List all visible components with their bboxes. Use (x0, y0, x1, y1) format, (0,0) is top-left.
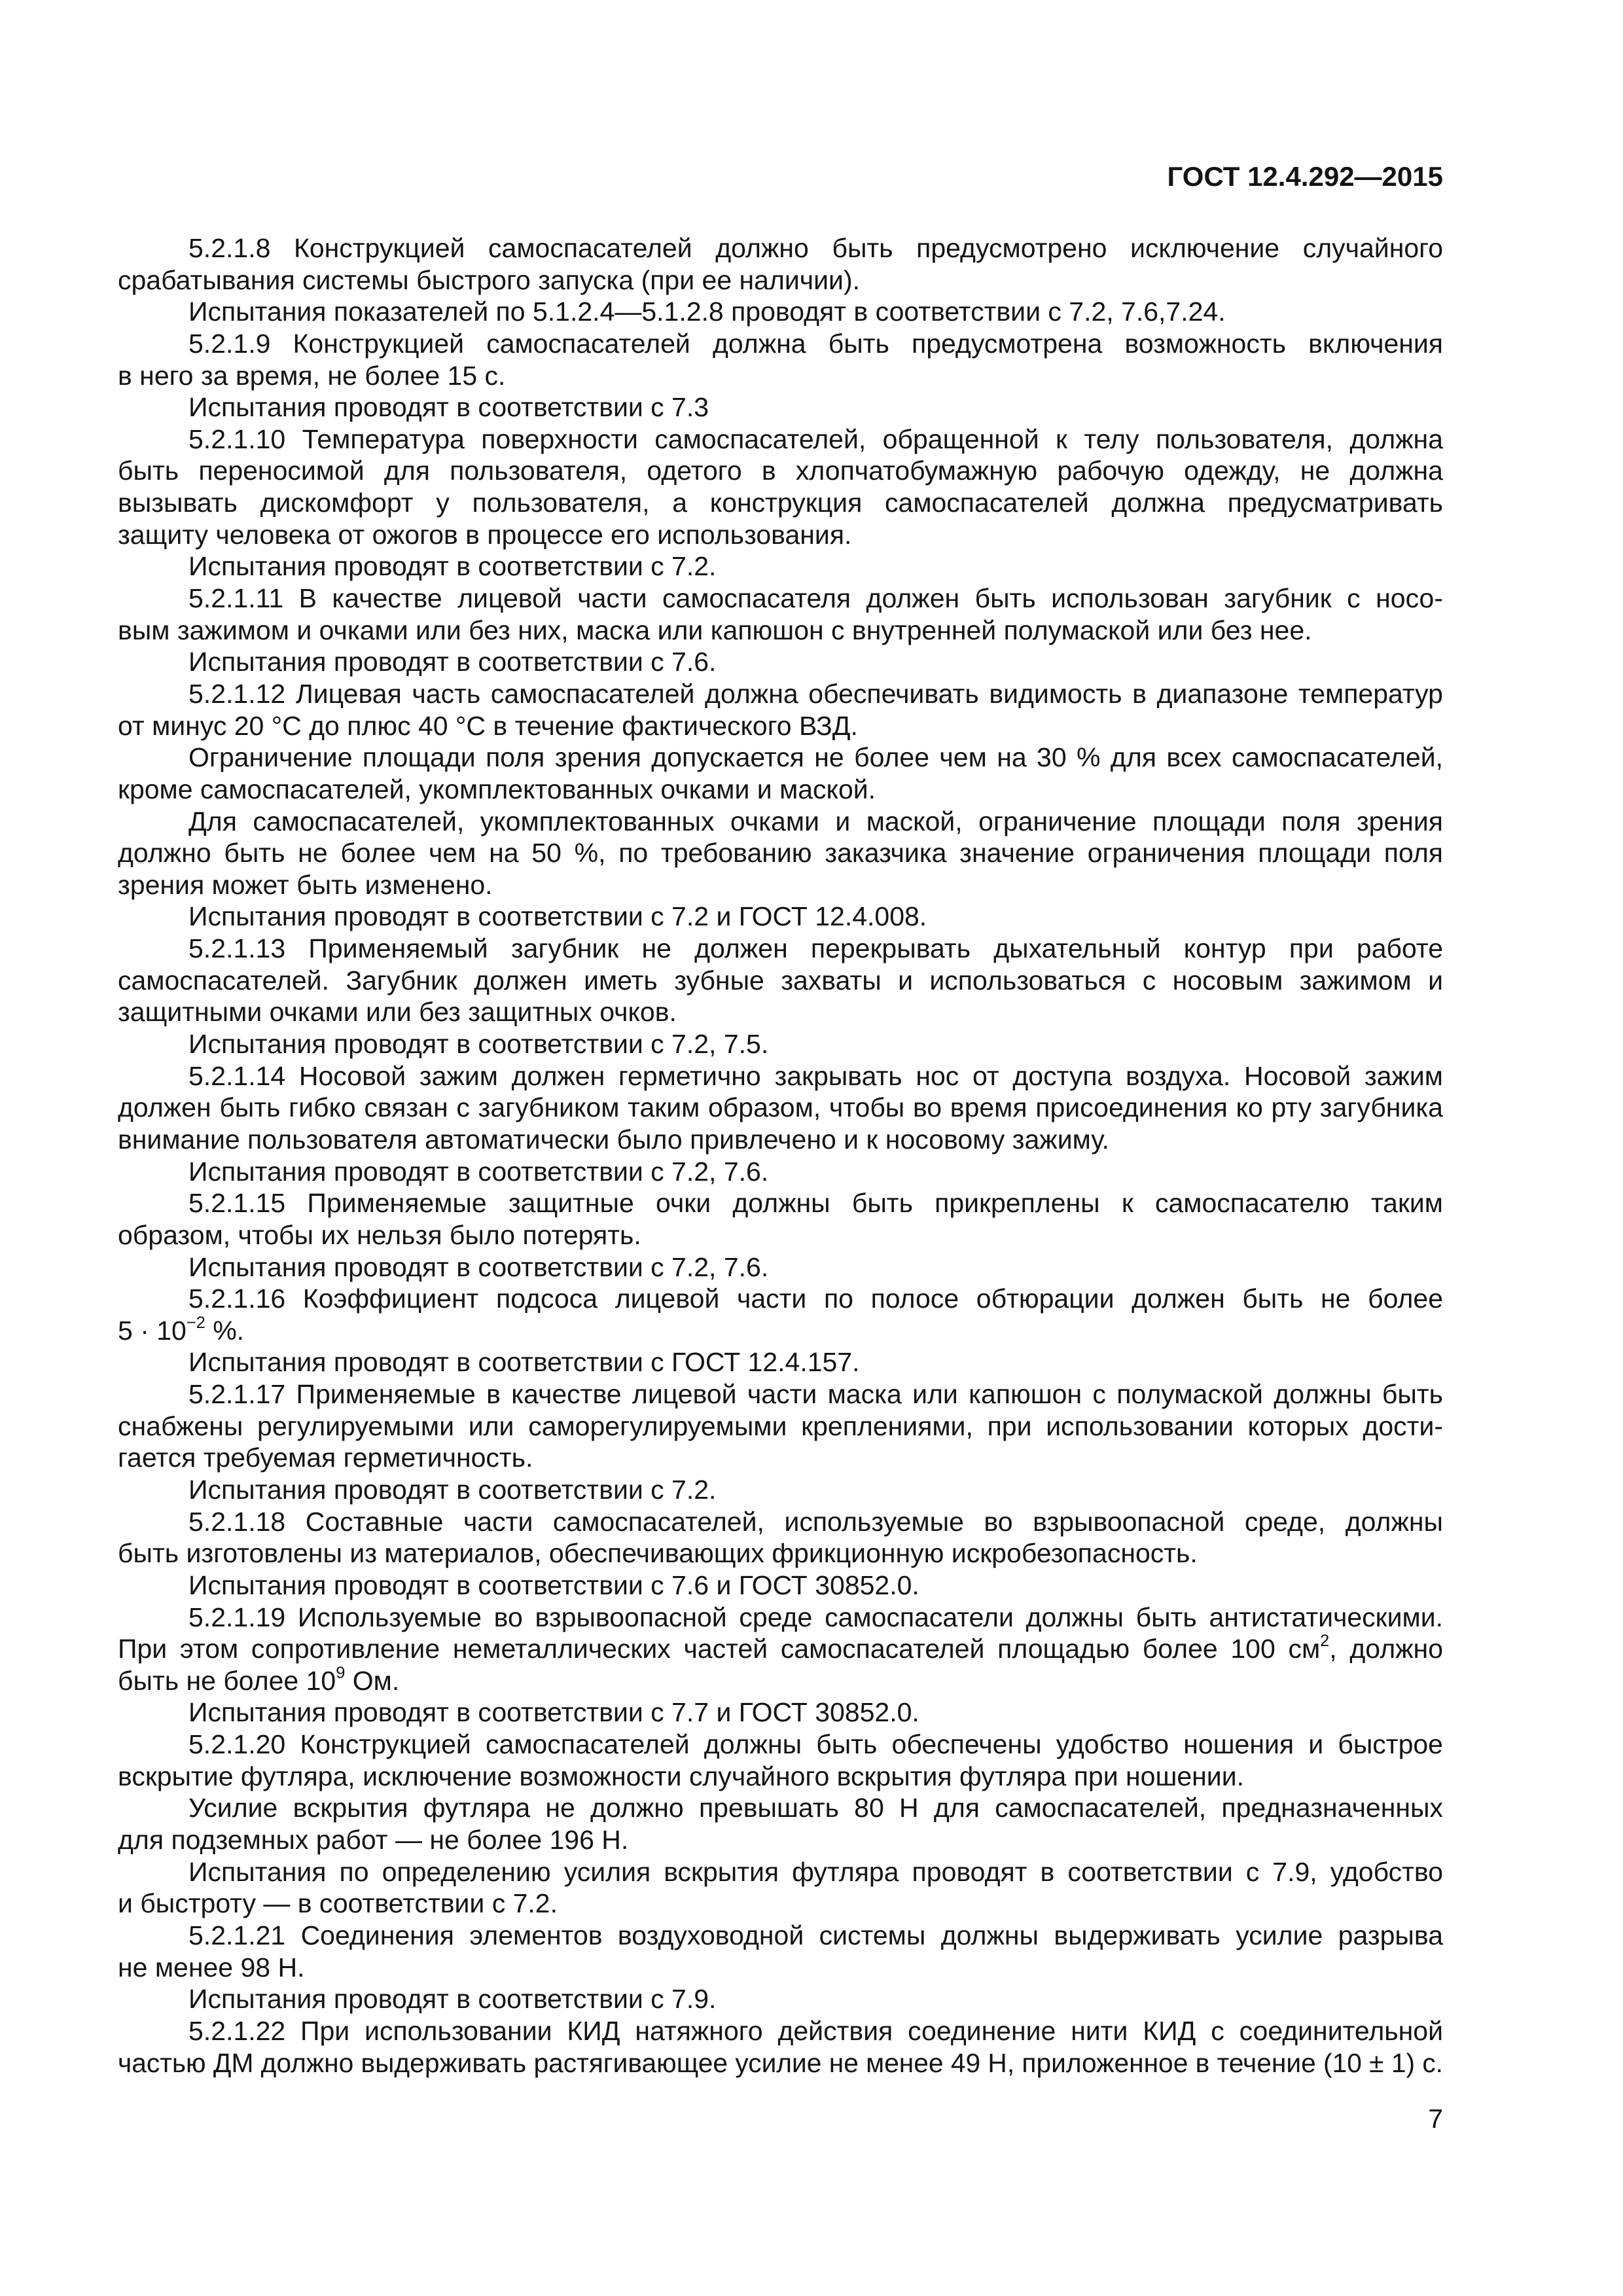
text-line (118, 1920, 1443, 1952)
paragraph (118, 678, 1443, 742)
text-line (118, 296, 1443, 328)
text-line (118, 615, 1443, 647)
text-line (118, 1219, 1443, 1251)
paragraph (118, 1792, 1443, 1856)
line-text: Испытания проводят в соответствии с 7.2, 7.5. (188, 1029, 769, 1060)
text-line (118, 328, 1443, 360)
text-segment: , должно (1329, 1634, 1443, 1664)
text-line (118, 232, 1443, 264)
line-text: внимание пользователя автоматически было привлечено и к носовому зажиму. (118, 1124, 1110, 1155)
text-line (118, 996, 1443, 1028)
superscript: −2 (186, 1314, 205, 1332)
paragraph (118, 232, 1443, 296)
line-text: 5.2.1.19 Используемые во взрывоопасной среде самоспасатели должны быть антистатическими. (188, 1602, 1443, 1632)
line-text: 5.2.1.14 Носовой зажим должен герметично закрывать нос от доступа воздуха. Носовой зажим (188, 1060, 1443, 1091)
text-line (118, 837, 1443, 869)
line-text: Испытания проводят в соответствии с 7.6. (188, 647, 717, 677)
line-text: 5.2.1.11 В качестве лицевой части самоспасателя должен быть использован загубник с носо- (188, 583, 1443, 614)
text-line (118, 1792, 1443, 1824)
text-line (118, 1474, 1443, 1506)
line-text: Ограничение площади поля зрения допускается не более чем на 30 % для всех самоспасателей, (188, 742, 1443, 773)
line-text: 5.2.1.12 Лицевая часть самоспасателей должна обеспечивать видимость в диапазоне температур (188, 678, 1443, 709)
text-line (118, 1665, 1443, 1697)
paragraph (118, 2015, 1443, 2079)
text-line (118, 678, 1443, 710)
text-line (118, 1124, 1443, 1156)
text-line (118, 583, 1443, 615)
paragraph (118, 1156, 1443, 1188)
paragraph (118, 1028, 1443, 1060)
text-line (118, 1442, 1443, 1474)
paragraph (118, 1283, 1443, 1346)
paragraph (118, 1920, 1443, 1983)
paragraph (118, 933, 1443, 1028)
text-line (118, 774, 1443, 806)
line-text: вызывать дискомфорт у пользователя, а конструкция самоспасателей должна предусматривать (118, 488, 1443, 518)
paragraph (118, 1474, 1443, 1506)
text-segment: %. (205, 1315, 245, 1346)
paragraph (118, 1251, 1443, 1283)
text-line (118, 1378, 1443, 1410)
superscript: 2 (1320, 1632, 1330, 1651)
text-line (118, 1283, 1443, 1315)
text-line (118, 1729, 1443, 1761)
line-text: гается требуемая герметичность. (118, 1443, 533, 1473)
text-line (118, 360, 1443, 392)
line-text: 5.2.1.17 Применяемые в качестве лицевой части маска или капюшон с полумаской должны быть (188, 1379, 1443, 1410)
line-text: Испытания проводят в соответствии с 7.2, 7.6. (188, 1156, 769, 1187)
line-text: вскрытие футляра, исключение возможности случайного вскрытия футляра при ношении. (118, 1761, 1244, 1791)
line-text (118, 1665, 399, 1697)
text-line (118, 1602, 1443, 1634)
text-line (118, 1346, 1443, 1378)
line-text: Испытания проводят в соответствии с 7.2, 7.6. (188, 1251, 769, 1282)
text-line (118, 2047, 1443, 2079)
paragraph (118, 1570, 1443, 1602)
line-text: срабатывания системы быстрого запуска (при ее наличии). (118, 264, 861, 295)
superscript: 9 (336, 1664, 346, 1683)
text-line (118, 1410, 1443, 1443)
text-line (118, 519, 1443, 551)
text-line (118, 1570, 1443, 1602)
line-text: Испытания проводят в соответствии с 7.6 и ГОСТ 30852.0. (188, 1570, 919, 1600)
text-line (118, 423, 1443, 456)
text-line (118, 1633, 1443, 1665)
text-line (118, 1315, 1443, 1347)
line-text: 5.2.1.9 Конструкцией самоспасателей должна быть предусмотрена возможность включения (188, 328, 1443, 359)
text-line (118, 646, 1443, 678)
text-line (118, 391, 1443, 423)
line-text: в него за время, не более 15 с. (118, 360, 506, 391)
text-line (118, 1156, 1443, 1188)
line-text: 5.2.1.20 Конструкцией самоспасателей должны быть обеспечены удобство ношения и быстрое (188, 1729, 1443, 1760)
line-text: образом, чтобы их нельзя было потерять. (118, 1219, 641, 1250)
text-line (118, 487, 1443, 519)
line-text: 5.2.1.22 При использовании КИД натяжного действия соединение нити КИД с соединительной (188, 2015, 1443, 2046)
text-line (118, 455, 1443, 487)
line-text: защитными очками или без защитных очков. (118, 997, 677, 1028)
paragraph (118, 1187, 1443, 1251)
paragraph (118, 1983, 1443, 2015)
text-line (118, 965, 1443, 997)
line-text: Испытания проводят в соответствии с 7.2. (188, 1474, 717, 1505)
text-line (118, 901, 1443, 933)
paragraph (118, 1696, 1443, 1729)
paragraph (118, 423, 1443, 551)
line-text: частью ДМ должно выдерживать растягивающее усилие не менее 49 Н, приложенное в течение (10 ± 1) с. (118, 2047, 1443, 2078)
line-text: 5.2.1.15 Применяемые защитные очки должны быть прикреплены к самоспасателю таким (188, 1188, 1443, 1219)
text-line (118, 1092, 1443, 1124)
text-line (118, 1506, 1443, 1538)
text-segment: 5 · 10 (118, 1315, 187, 1346)
line-text: снабжены регулируемыми или саморегулируемыми креплениями, при использовании которых дости- (118, 1410, 1443, 1441)
text-segment: быть не более 10 (118, 1665, 336, 1696)
line-text: для подземных работ — не более 196 Н. (118, 1825, 629, 1856)
paragraph (118, 1506, 1443, 1570)
line-text: быть изготовлены из материалов, обеспечивающих фрикционную искробезопасность. (118, 1538, 1198, 1569)
line-text: не менее 98 Н. (118, 1952, 305, 1982)
text-line (118, 1888, 1443, 1920)
standard-designation: ГОСТ 12.4.292—2015 (1167, 161, 1443, 192)
text-line (118, 742, 1443, 774)
paragraph (118, 646, 1443, 678)
text-line (118, 806, 1443, 838)
text-line (118, 1187, 1443, 1219)
line-text: 5.2.1.8 Конструкцией самоспасателей должно быть предусмотрено исключение случайного (188, 233, 1443, 263)
line-text (118, 1633, 1443, 1665)
text-line (118, 1537, 1443, 1570)
text-line (118, 1060, 1443, 1092)
paragraph (118, 901, 1443, 933)
text-line (118, 550, 1443, 583)
text-line (118, 2015, 1443, 2047)
paragraph (118, 742, 1443, 805)
line-text: 5.2.1.16 Коэффициент подсоса лицевой части по полосе обтюрации должен быть не более (188, 1283, 1443, 1314)
paragraph (118, 328, 1443, 391)
text-line (118, 1824, 1443, 1856)
paragraph (118, 583, 1443, 646)
line-text: должен быть гибко связан с загубником таким образом, чтобы во время присоединения ко рту загубника (118, 1092, 1443, 1123)
paragraph (118, 1602, 1443, 1697)
line-text: 5.2.1.10 Температура поверхности самоспасателей, обращенной к телу пользователя, должна (188, 423, 1443, 454)
paragraph (118, 550, 1443, 583)
line-text: и быстроту — в соответствии с 7.2. (118, 1888, 558, 1919)
line-text: Испытания проводят в соответствии с 7.2. (188, 551, 717, 582)
text-line (118, 1952, 1443, 1984)
line-text: Испытания проводят в соответствии с 7.3 (188, 392, 709, 423)
text-line (118, 1856, 1443, 1888)
line-text: Для самоспасателей, укомплектованных очками и маской, ограничение площади поля зрения (188, 806, 1443, 836)
line-text: должно быть не более чем на 50 %, по требованию заказчика значение ограничения площади поля (118, 838, 1443, 869)
line-text (118, 1315, 244, 1347)
paragraph (118, 806, 1443, 901)
line-text: 5.2.1.18 Составные части самоспасателей, используемые во взрывоопасной среде, должны (188, 1506, 1443, 1537)
line-text: Испытания проводят в соответствии с 7.2 и ГОСТ 12.4.008. (188, 901, 927, 932)
text-line (118, 1761, 1443, 1793)
line-text: зрения может быть изменено. (118, 869, 493, 900)
line-text: вым зажимом и очками или без них, маска или капюшон с внутренней полумаской или без нее. (118, 615, 1312, 645)
text-line (118, 1696, 1443, 1729)
line-text: Испытания проводят в соответствии с 7.7 и ГОСТ 30852.0. (188, 1697, 919, 1728)
paragraph (118, 1729, 1443, 1792)
text-segment: При этом сопротивление неметаллических частей самоспасателей площадью более 100 см (118, 1634, 1321, 1664)
page-number: 7 (1428, 2104, 1443, 2134)
line-text: Усилие вскрытия футляра не должно превышать 80 Н для самоспасателей, предназначенных (188, 1793, 1443, 1823)
line-text: Испытания проводят в соответствии с 7.9. (188, 1984, 717, 2015)
text-line (118, 710, 1443, 742)
paragraph (118, 391, 1443, 423)
line-text: кроме самоспасателей, укомплектованных очками и маской. (118, 774, 876, 804)
line-text: Испытания по определению усилия вскрытия футляра проводят в соответствии с 7.9, удобство (188, 1856, 1443, 1887)
paragraph (118, 1378, 1443, 1474)
paragraph (118, 1060, 1443, 1156)
line-text: защиту человека от ожогов в процессе его использования. (118, 519, 852, 550)
line-text: от минус 20 °С до плюс 40 °С в течение фактического ВЗД. (118, 710, 858, 741)
line-text: самоспасателей. Загубник должен иметь зубные захваты и использоваться с носовым зажимом и (118, 965, 1443, 996)
line-text: 5.2.1.13 Применяемый загубник не должен перекрывать дыхательный контур при работе (188, 933, 1443, 964)
line-text: Испытания показателей по 5.1.2.4—5.1.2.8 проводят в соответствии с 7.2, 7.6,7.24. (188, 296, 1226, 327)
text-line (118, 1251, 1443, 1283)
document-body (118, 232, 1443, 2079)
text-line (118, 933, 1443, 965)
line-text: быть переносимой для пользователя, одетого в хлопчатобумажную рабочую одежду, не должна (118, 456, 1443, 486)
line-text: Испытания проводят в соответствии с ГОСТ 12.4.157. (188, 1347, 860, 1378)
paragraph (118, 296, 1443, 328)
paragraph (118, 1346, 1443, 1378)
text-line (118, 869, 1443, 901)
text-line (118, 1983, 1443, 2015)
text-segment: Ом. (345, 1665, 400, 1696)
text-line (118, 1028, 1443, 1060)
line-text: 5.2.1.21 Соединения элементов воздуховодной системы должны выдерживать усилие разрыва (188, 1920, 1443, 1950)
paragraph (118, 1856, 1443, 1920)
text-line (118, 264, 1443, 296)
